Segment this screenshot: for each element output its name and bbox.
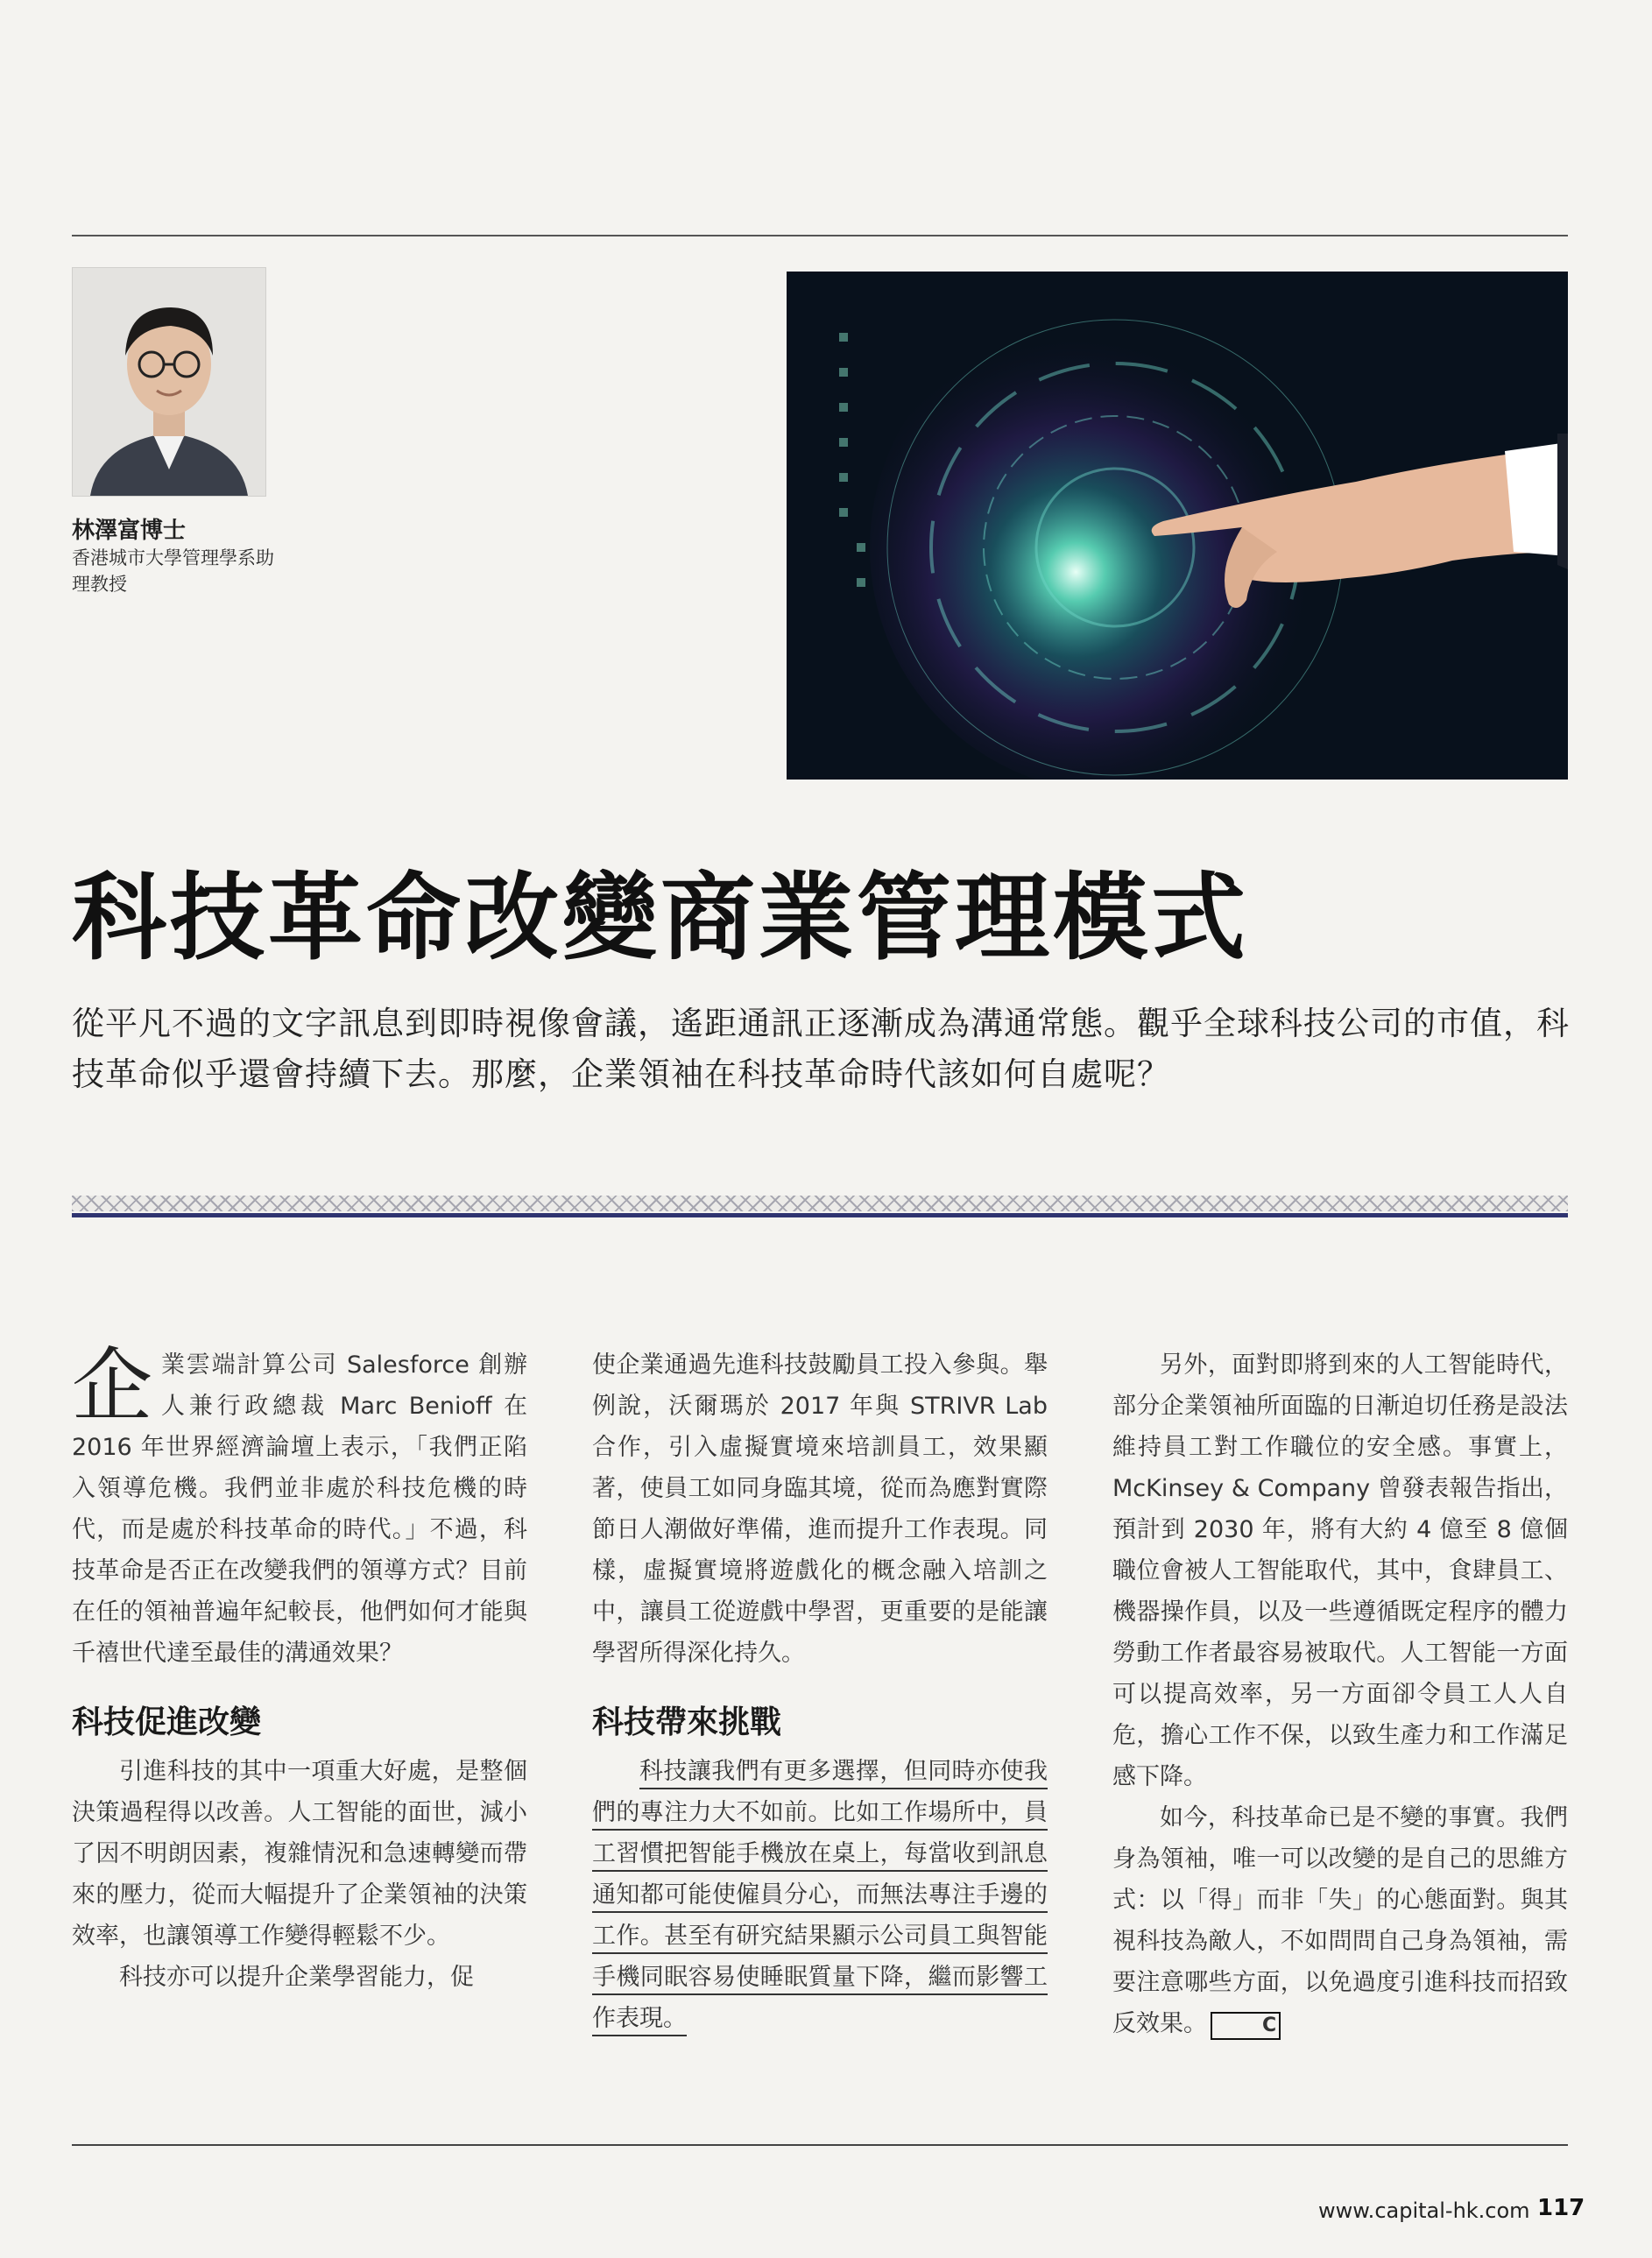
- top-rule: [72, 235, 1568, 236]
- column-1: [72, 1339, 527, 1998]
- end-mark-icon: C: [1211, 2012, 1281, 2040]
- author-name: 林澤富博士: [72, 518, 187, 544]
- col3-paragraph-1: 另外，面對即將到來的人工智能時代，部分企業領袖所面臨的日漸迫切任務是設法維持員工對工作職位的安全感。事實上，McKinsey & Company 曾發表報告指出，預計到 2030 年，將有大約 4 億至 8 億個職位會被人工智能取代，其中，食肆員工、機器操作員，以及一些遵循既定程序的體力勞動工作者最容易被取代。人工智能一方面可以提高效率，另一方面卻令員工人人自危，擔心工作不保，以致生產力和工作滿足感下降。: [1112, 1351, 1568, 1790]
- col2-paragraph-2: 科技讓我們有更多選擇，但同時亦使我們的專注力大不如前。比如工作場所中，員工習慣把智能手機放在桌上，每當收到訊息通知都可能使僱員分心，而無法專注手邊的工作。甚至有研究結果顯示公司員工與智能手機同眠容易使睡眠質量下降，繼而影響工作表現。: [592, 1758, 1048, 2032]
- col1-p1-text: 業雲端計算公司 Salesforce 創辦人兼行政總裁 Marc Benioff 在 2016 年世界經濟論壇上表示，「我們正陷入領導危機。我們並非處於科技危機的時代，而是處於科技革命的時代。」不過，科技革命是否正在改變我們的領導方式？目前在任的領袖普遍年紀較長，他們如何才能與千禧世代達至最佳的溝通效果？: [72, 1351, 527, 1667]
- decorative-line: [72, 1213, 1568, 1217]
- col3-p2-text: 如今，科技革命已是不變的事實。我們身為領袖，唯一可以改變的是自己的思維方式：以「得」而非「失」的心態面對。與其視科技為敵人，不如問問自己身為領袖，需要注意哪些方面，以免過度引進科技而招致反效果。: [1112, 1804, 1568, 2037]
- col1-paragraph-2: 引進科技的其中一項重大好處，是整個決策過程得以改善。人工智能的面世，減小了因不明朗因素，複雜情況和急速轉變而帶來的壓力，從而大幅提升了企業領袖的決策效率，也讓領導工作變得輕鬆不少。: [72, 1758, 527, 1950]
- col2-paragraph-1: 使企業通過先進科技鼓勵員工投入參與。舉例說，沃爾瑪於 2017 年與 STRIVR Lab 合作，引入虛擬實境來培訓員工，效果顯著，使員工如同身臨其境，從而為應對實際節日人潮做好準備，進而提升工作表現。同樣，虛擬實境將遊戲化的概念融入培訓之中，讓員工從遊戲中學習，更重要的是能讓學習所得深化持久。: [592, 1351, 1048, 1667]
- col3-paragraph-2: [1112, 1797, 1568, 2044]
- decorative-band: [72, 1196, 1568, 1211]
- col1-paragraph-3: 科技亦可以提升企業學習能力，促: [119, 1964, 474, 1991]
- footer-url: www.capital-hk.com: [1318, 2198, 1530, 2223]
- column-2: [592, 1344, 1048, 2039]
- col1-subheading: 科技促進改變: [72, 1704, 262, 1740]
- col1-paragraph-1: [72, 1339, 527, 1674]
- author-title: 香港城市大學管理學系助理教授: [72, 547, 274, 595]
- column-3: [1112, 1344, 1568, 2044]
- page-number: 117: [1537, 2195, 1585, 2221]
- author-photo: [72, 267, 266, 497]
- col2-subheading: 科技帶來挑戰: [592, 1704, 782, 1740]
- hero-image: [787, 272, 1568, 780]
- article-lead: 從平凡不過的文字訊息到即時視像會議，遙距通訊正逐漸成為溝通常態。觀乎全球科技公司的市值，科技革命似乎還會持續下去。那麼，企業領袖在科技革命時代該如何自處呢？: [72, 1005, 1570, 1093]
- bottom-rule: [72, 2144, 1568, 2146]
- drop-cap: 企: [72, 1339, 153, 1433]
- article-title: 科技革命改變商業管理模式: [72, 864, 1250, 973]
